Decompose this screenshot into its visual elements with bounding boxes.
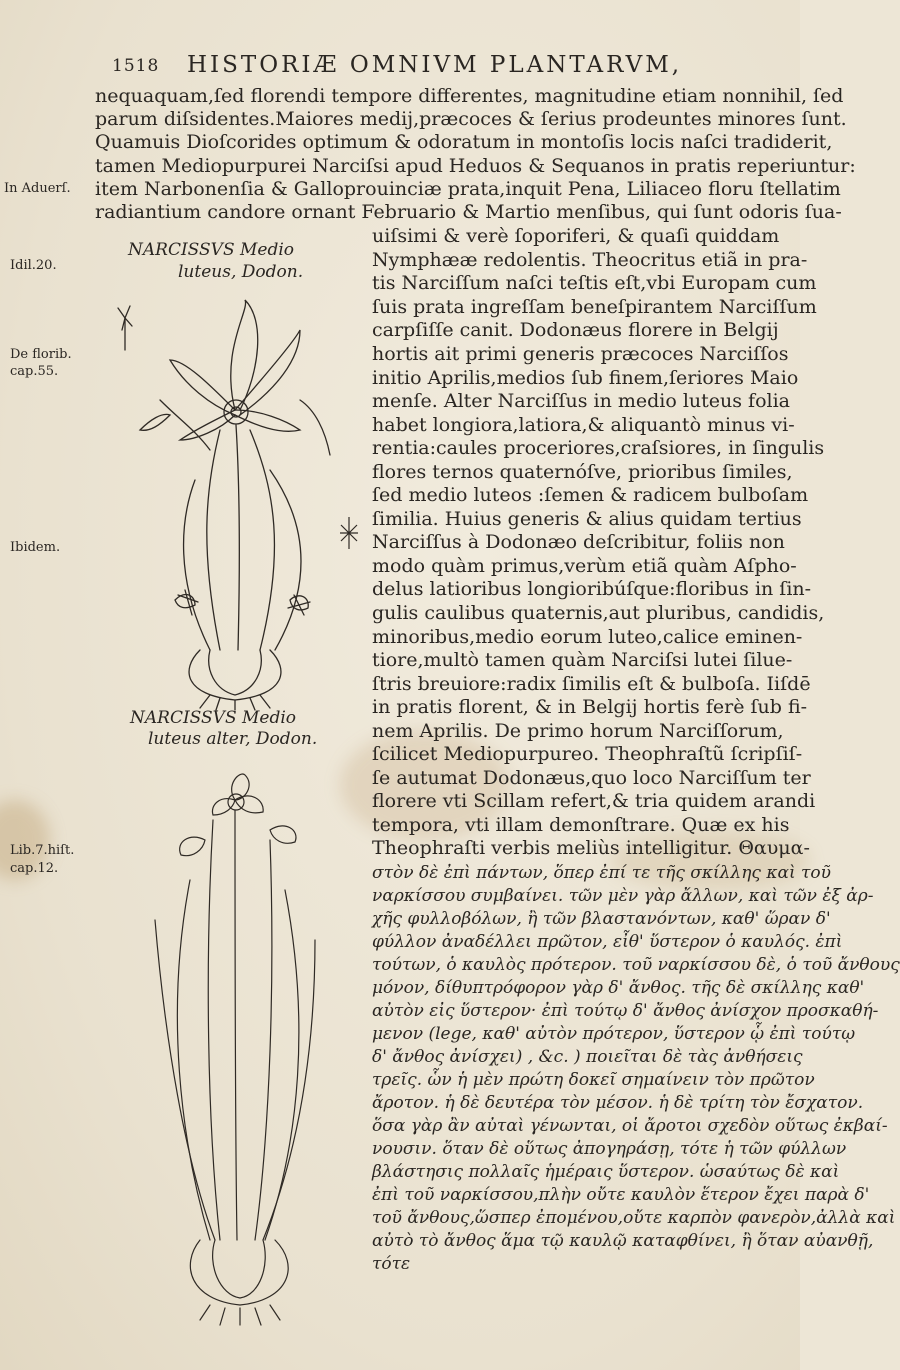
- text-line: Narciſſus à Dodonæo deſcribitur, foliis non: [372, 531, 785, 553]
- figure-caption: luteus, Dodon.: [178, 262, 304, 282]
- text-line: menſe. Alter Narciſſus in medio luteus folia: [372, 390, 790, 412]
- text-line: Quamuis Dioſcorides optimum & odoratum in montoſis locis naſci tradiderit,: [95, 131, 833, 153]
- page-number: 1518: [112, 56, 160, 76]
- margin-note: De florib.: [10, 347, 72, 362]
- text-line: ſtris breuiore:radix ſimilis eſt & bulboſa. Iiſdē: [372, 673, 811, 695]
- text-line: florere vti Scillam refert,& tria quidem arandi: [372, 790, 816, 812]
- narcissus-illustration-2: [95, 760, 385, 1360]
- text-line: rentia:caules proceriores,craſsiores, in ſingulis: [372, 437, 825, 459]
- greek-line: αὐτὸν εἰς ὕστερον· ἐπὶ τούτῳ δ' ἄνθος ἀνίσχον προσκαθή-: [372, 1001, 879, 1021]
- figure-caption: NARCISSVS Medio: [128, 240, 295, 260]
- figure-caption: luteus alter, Dodon.: [148, 729, 318, 749]
- margin-note: Idil.20.: [10, 258, 57, 273]
- margin-note: cap.55.: [10, 364, 59, 379]
- text-line: hortis ait primi generis præcoces Narciſſos: [372, 343, 789, 365]
- text-line: tiore,multò tamen quàm Narciſsi lutei ſilue-: [372, 649, 793, 671]
- text-line: nequaquam,ſed florendi tempore differentes, magnitudine etiam nonnihil, ſed: [95, 85, 844, 107]
- running-title: HISTORIÆ OMNIVM PLANTARVM,: [187, 52, 683, 78]
- text-line: gulis caulibus quaternis,aut pluribus, candidis,: [372, 602, 825, 624]
- greek-line: νουσιν. ὅταν δὲ οὕτως ἀπογηράσῃ, τότε ἡ τῶν φύλλων: [372, 1139, 847, 1159]
- text-line: parum diſsidentes.Maiores medij,præcoces & ſerius prodeuntes minores ſunt.: [95, 108, 847, 130]
- text-line: flores ternos quaternóſve, prioribus ſimiles,: [372, 461, 793, 483]
- text-line: uiſsimi & verè ſoporiferi, & quaſi quiddam: [372, 225, 780, 247]
- text-line: initio Aprilis,medios ſub finem,ſeriores Maio: [372, 367, 799, 389]
- greek-line: φύλλον ἀναδέλλει πρῶτον, εἶθ' ὕστερον ὁ καυλός. ἐπὶ: [372, 932, 843, 952]
- narcissus-illustration-1: [100, 290, 370, 710]
- greek-line: ὅσα γὰρ ἂν αὐταὶ γένωνται, οἱ ἄροτοι σχεδὸν οὕτως ἐκβαί-: [372, 1116, 888, 1136]
- text-line: minoribus,medio eorum luteo,calice eminen-: [372, 626, 803, 648]
- text-line: delus latioribus longioribúſque:floribus in ſin-: [372, 578, 812, 600]
- greek-line: τοῦ ἄνθους,ὥσπερ ἐπομένου,οὔτε καρπὸν φανερὸν,ἀλλὰ καὶ: [372, 1208, 896, 1228]
- text-line: ſcilicet Mediopurpureo. Theophraſtũ ſcripſiſ-: [372, 743, 803, 765]
- text-line: tis Narciſſum naſci teſtis eſt,vbi Europam cum: [372, 272, 817, 294]
- text-line: nem Aprilis. De primo horum Narciſſorum,: [372, 720, 784, 742]
- greek-line: δ' ἄνθος ἀνίσχει) , &c. ) ποιεῖται δὲ τὰς ἀνθήσεις: [372, 1047, 803, 1067]
- greek-line: ἐπὶ τοῦ ναρκίσσου,πλὴν οὔτε καυλὸν ἕτερον ἔχει παρὰ δ': [372, 1185, 870, 1205]
- figure-caption: NARCISSVS Medio: [130, 708, 297, 728]
- greek-line: ναρκίσσου συμβαίνει. τῶν μὲν γὰρ ἄλλων, καὶ τῶν ἐξ ἀρ-: [372, 886, 874, 906]
- margin-note: Lib.7.hiſt.: [10, 843, 75, 858]
- text-line: radiantium candore ornant Februario & Martio menſibus, qui ſunt odoris ſua-: [95, 201, 842, 223]
- text-line: ſed medio luteos :ſemen & radicem bulboſam: [372, 484, 809, 506]
- text-line: tamen Mediopurpurei Narciſsi apud Heduos & Sequanos in pratis reperiuntur:: [95, 155, 856, 177]
- text-line: ſuis prata ingreſſam beneſpirantem Narciſſum: [372, 296, 817, 318]
- margin-note: Ibidem.: [10, 540, 61, 555]
- margin-note: In Aduerſ.: [4, 181, 71, 196]
- text-line: carpſiſſe canit. Dodonæus florere in Belgij: [372, 319, 779, 341]
- greek-line: τότε: [372, 1254, 411, 1274]
- text-line: ſe autumat Dodonæus,quo loco Narciſſum ter: [372, 767, 811, 789]
- greek-line: μόνον, δίθυπτρόφορον γὰρ δ' ἄνθος. τῆς δὲ σκίλλης καθ': [372, 978, 865, 998]
- greek-line: βλάστησις πολλαῖς ἡμέραις ὕστερον. ὡσαύτως δὲ καὶ: [372, 1162, 840, 1182]
- greek-line: μενον (lege, καθ' αὐτὸν πρότερον, ὕστερον ᾧ ἐπὶ τούτῳ: [372, 1024, 856, 1044]
- margin-note: cap.12.: [10, 861, 59, 876]
- text-line: modo quàm primus,verùm etiã quàm Aſpho-: [372, 555, 797, 577]
- page-header: [112, 52, 770, 82]
- greek-line: στὸν δὲ ἐπὶ πάντων, ὅπερ ἐπί τε τῆς σκίλλης καὶ τοῦ: [372, 863, 831, 883]
- text-line: Nymphææ redolentis. Theocritus etiã in pra-: [372, 249, 808, 271]
- greek-line: τρεῖς. ὧν ἡ μὲν πρώτη δοκεῖ σημαίνειν τὸν πρῶτον: [372, 1070, 815, 1090]
- text-line: ſimilia. Huius generis & alius quidam tertius: [372, 508, 802, 530]
- text-line: item Narbonenſia & Galloprouinciæ prata,inquit Pena, Liliaceo floru ſtellatim: [95, 178, 841, 200]
- greek-line: ἄροτον. ἡ δὲ δευτέρα τὸν μέσον. ἡ δὲ τρίτη τὸν ἔσχατον.: [372, 1093, 864, 1113]
- text-line: habet longiora,latiora,& aliquantò minus vi-: [372, 414, 795, 436]
- text-line: tempora, vti illam demonſtrare. Quæ ex his: [372, 814, 790, 836]
- text-line: Theophraſti verbis meliùs intelligitur. Θαυμα-: [372, 837, 810, 859]
- greek-line: χῆς φυλλοβόλων, ἢ τῶν βλαστανόντων, καθ' ὥραν δ': [372, 909, 831, 929]
- greek-line: τούτων, ὁ καυλὸς πρότερον. τοῦ ναρκίσσου δὲ, ὁ τοῦ ἄνθους: [372, 955, 900, 975]
- greek-line: αὐτὸ τὸ ἄνθος ἅμα τῷ καυλῷ καταφθίνει, ἢ ὅταν αὐανθῇ,: [372, 1231, 874, 1251]
- seed-icon: [338, 515, 360, 551]
- text-line: in pratis florent, & in Belgij hortis ferè ſub fi-: [372, 696, 808, 718]
